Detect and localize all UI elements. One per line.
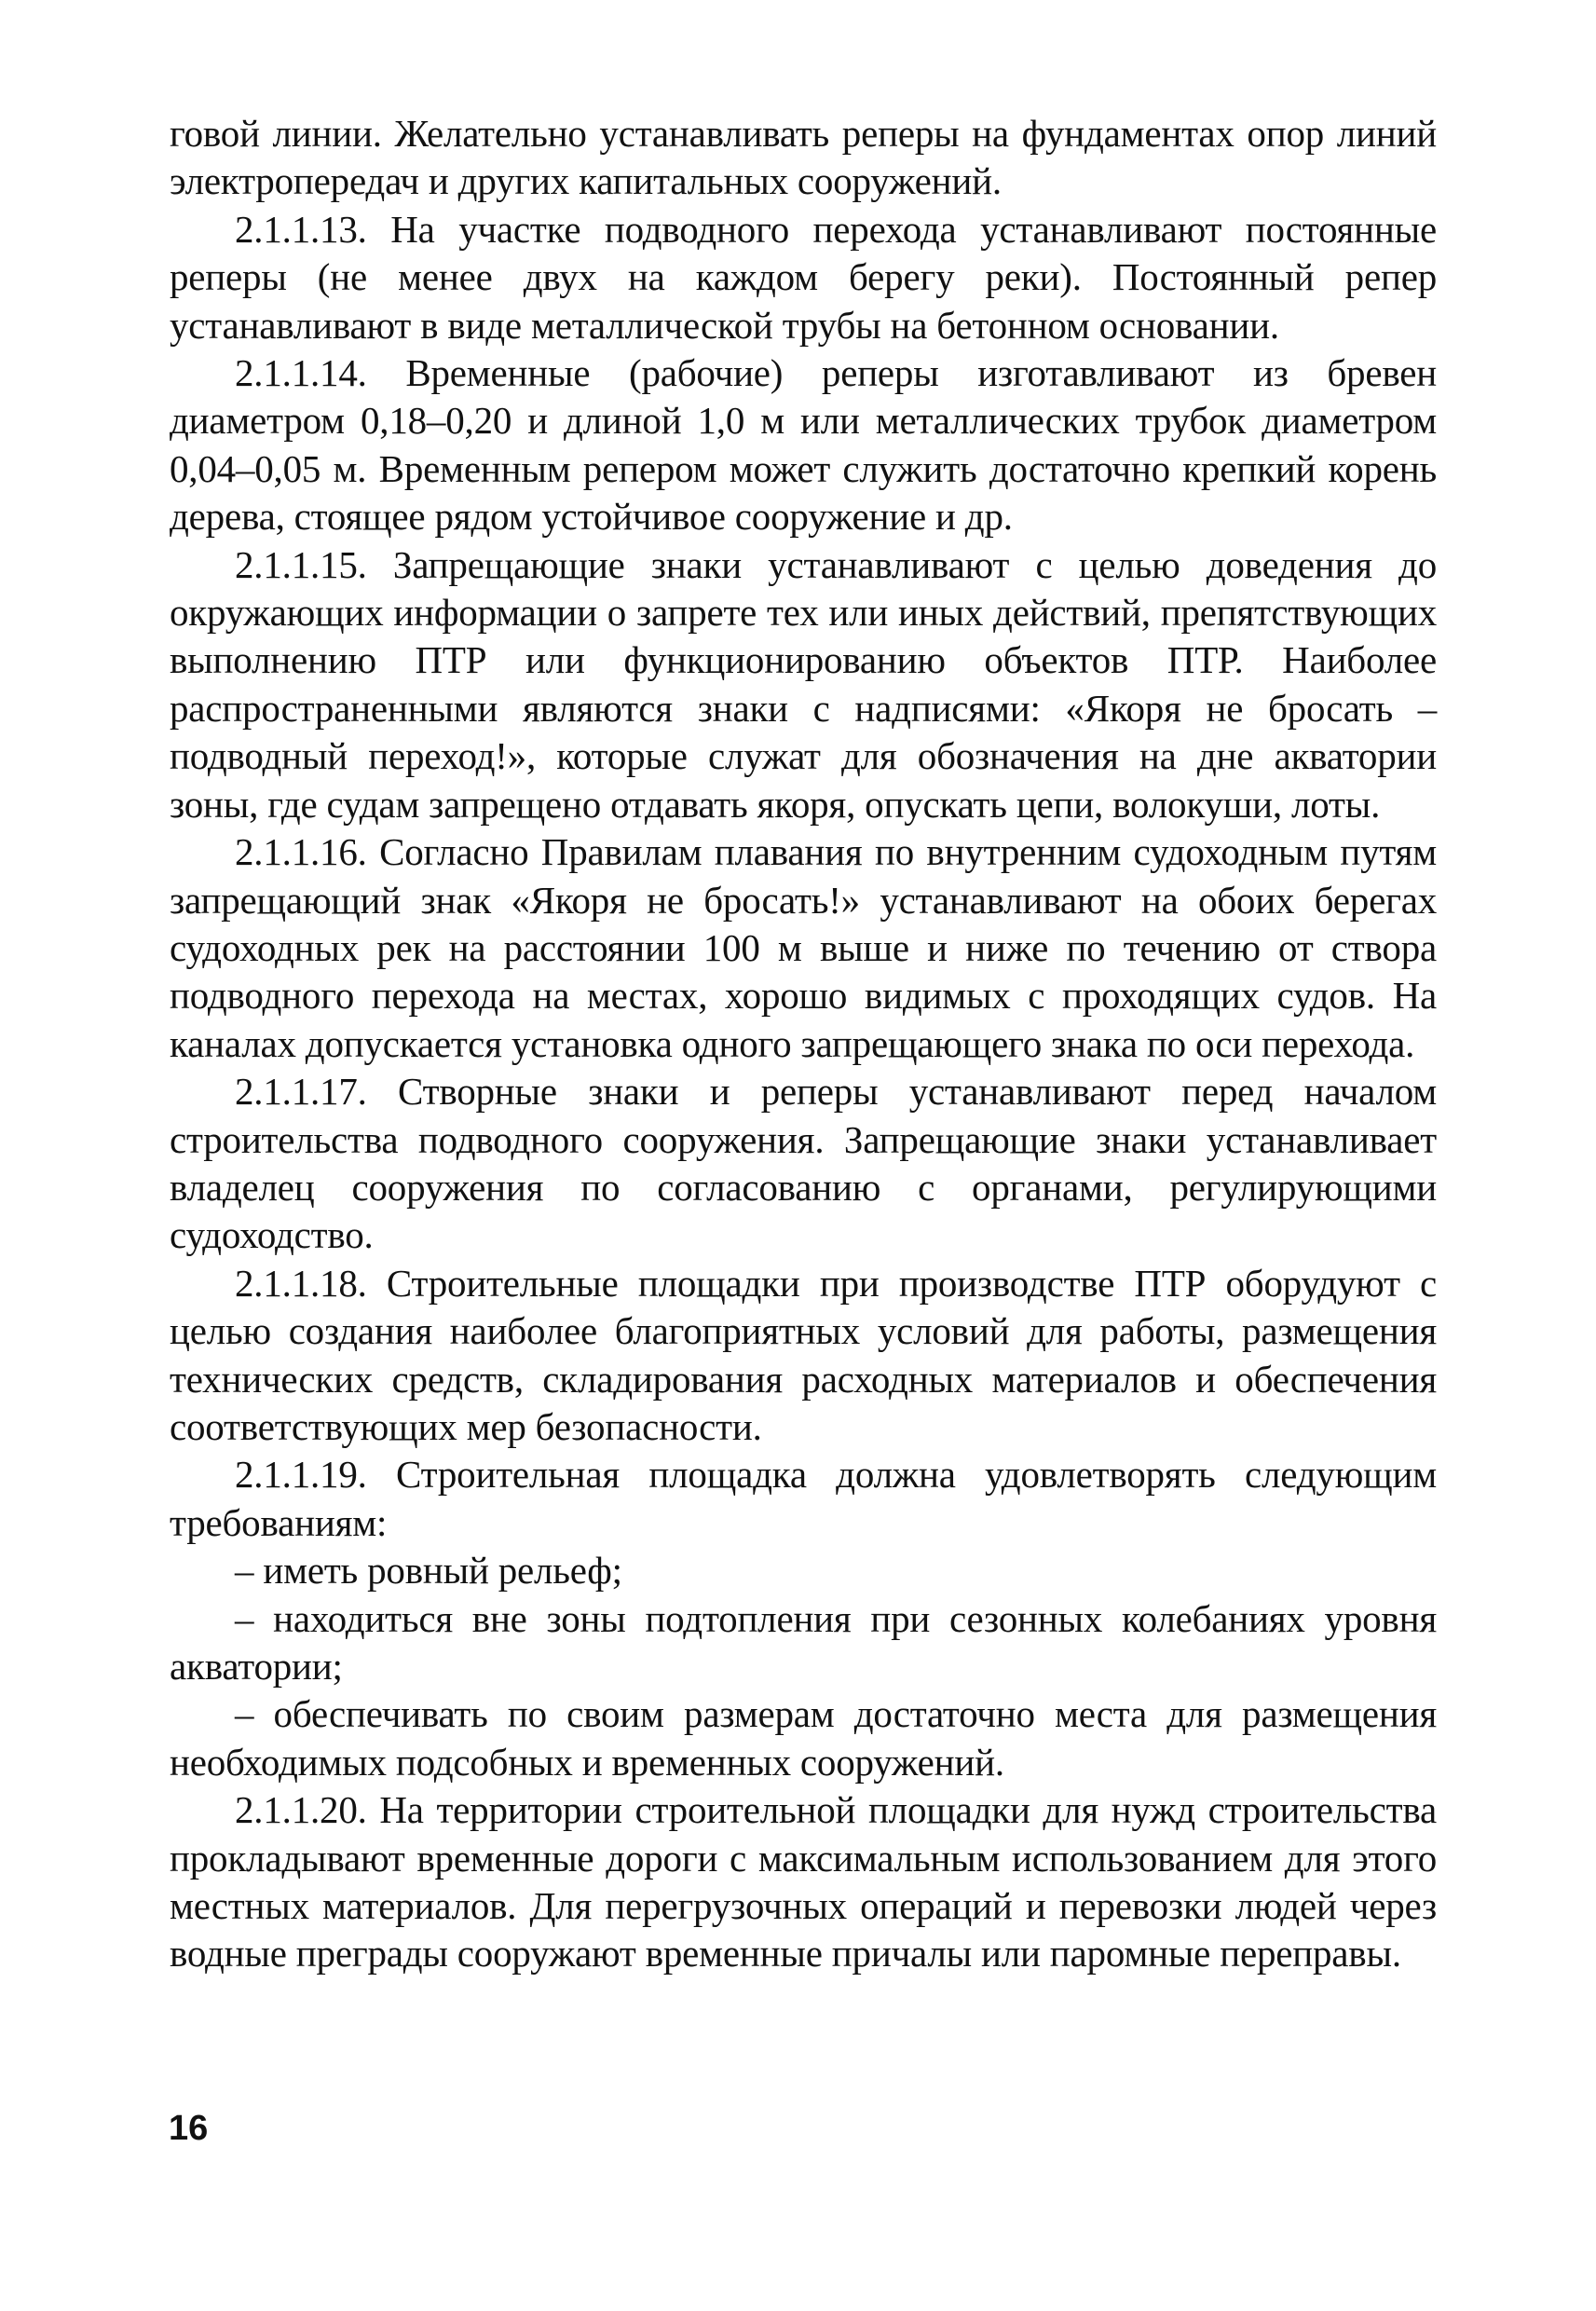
list-item-flood-zone: – находиться вне зоны подтопления при сезонных колебаниях уровня акватории; [170, 1596, 1437, 1688]
paragraph-2-1-1-20: 2.1.1.20. На территории строительной площадки для нужд строительства прокладывают временные дороги с максимальным использованием для этого местных материалов. Для перегрузочных операций и перевозки людей через водные преграды сооружают временные причалы или паромные переправы. [170, 1788, 1437, 1976]
list-item-relief: – иметь ровный рельеф; [235, 1549, 622, 1593]
paragraph-2-1-1-18: 2.1.1.18. Строительные площадки при производстве ПТР оборудуют с целью создания наиболее благоприятных условий для работы, размещения технических средств, складирования расходных материалов и обеспечения соответствующих мер безопасности. [170, 1261, 1437, 1448]
paragraph-2-1-1-17: 2.1.1.17. Створные знаки и реперы устанавливают перед началом строительства подводного сооружения. Запрещающие знаки устанавливает владелец сооружения по согласованию с органами, регулирующими судоходство. [170, 1070, 1437, 1257]
list-item-space: – обеспечивать по своим размерам достаточно места для размещения необходимых подсобных и временных сооружений. [170, 1692, 1437, 1784]
paragraph-2-1-1-16: 2.1.1.16. Согласно Правилам плавания по внутренним судоходным путям запрещающий знак «Якоря не бросать!» устанавливают на обоих берегах судоходных рек на расстоянии 100 м выше и ниже по течению от створа подводного перехода на местах, хорошо видимых с проходящих судов. На каналах допускается установка одного запрещающего знака по оси перехода. [170, 830, 1437, 1065]
paragraph-2-1-1-19: 2.1.1.19. Строительная площадка должна удовлетворять следующим требованиям: [170, 1453, 1437, 1544]
page-number: 16 [169, 2109, 209, 2148]
paragraph-2-1-1-14: 2.1.1.14. Временные (рабочие) реперы изготавливают из бревен диаметром 0,18–0,20 и длиной 1,0 м или металлических трубок диаметром 0,04–0,05 м. Временным репером может служить достаточно крепкий корень дерева, стоящее рядом устойчивое сооружение и др. [170, 351, 1437, 539]
body-text [170, 110, 1437, 1978]
paragraph-2-1-1-15: 2.1.1.15. Запрещающие знаки устанавливают с целью доведения до окружающих информации о запрете тех или иных действий, препятствующих выполнению ПТР или функционированию объектов ПТР. Наиболее распространенными являются знаки с надписями: «Якоря не бросать – подводный переход!», которые служат для обозначения на дне акватории зоны, где судам запрещено отдавать якоря, опускать цепи, волокуши, лоты. [170, 542, 1437, 826]
paragraph-continuation: говой линии. Желательно устанавливать реперы на фундаментах опор линий электропередач и других капитальных сооружений. [170, 112, 1437, 203]
paragraph-2-1-1-13: 2.1.1.13. На участке подводного перехода устанавливают постоянные реперы (не менее двух на каждом берегу реки). Постоянный репер устанавливают в виде металлической трубы на бетонном основании. [170, 207, 1437, 347]
